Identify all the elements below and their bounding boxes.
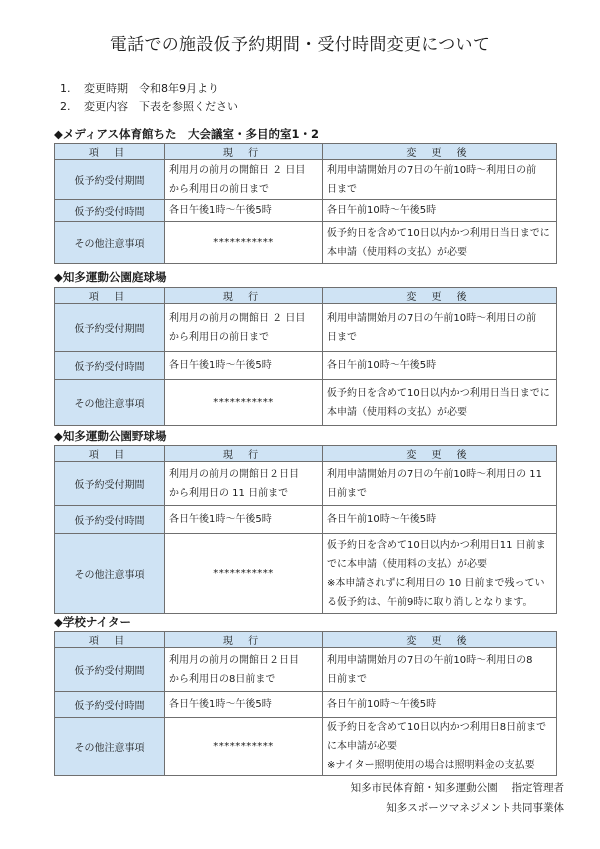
table-row [55, 304, 557, 352]
current-cell: *********** [165, 718, 323, 776]
table-row [55, 718, 557, 776]
new-cell [323, 534, 557, 614]
new-cell: 各日午前10時～午後5時 [323, 200, 557, 222]
cell-line: 利用月の前月の開館日２日目 [169, 654, 299, 666]
current-cell [165, 648, 323, 692]
new-cell: 各日午前10時～午後5時 [323, 352, 557, 380]
current-cell [165, 160, 323, 200]
current-cell: *********** [165, 534, 323, 614]
current-cell: 各日午後1時～午後5時 [165, 200, 323, 222]
page-title: 電話での施設仮予約期間・受付時間変更について [109, 35, 491, 55]
cell-line: 日まで [327, 331, 357, 343]
cell-line: 利用月の前月の開館日２日目 [169, 468, 299, 480]
table-row [55, 462, 557, 506]
cell-line: ※ナイター照明使用の場合は照明料金の支払要 [327, 760, 535, 771]
cell-line: ※本申請されずに利用日の 10 日前まで残っている仮予約は、午前9時に取り消しとなります。 [327, 577, 545, 608]
header-current: 現 行 [165, 288, 323, 304]
header-new: 変 更 後 [323, 288, 557, 304]
new-cell [323, 160, 557, 200]
cell-line: 利用月の前月の開館日 ２ 日目 [169, 164, 306, 176]
table-header-row [55, 288, 557, 304]
cell-line: 利用申請開始月の7日の午前10時～利用日の前 [327, 312, 537, 324]
cell-line: から利用日の前日まで [169, 183, 269, 195]
cell-line: から利用日の8日前まで [169, 673, 276, 685]
row-label: 仮予約受付時間 [55, 352, 165, 380]
new-cell: 仮予約日を含めて10日以内かつ利用日当日までに本申請（使用料の支払）が必要 [323, 380, 557, 426]
section-title: ◆メディアス体育館ちた 大会議室・多目的室1・2 [54, 127, 319, 141]
row-label: 仮予約受付時間 [55, 506, 165, 534]
header-item: 項 目 [55, 144, 165, 160]
table-row [55, 506, 557, 534]
footer-organization: 知多スポーツマネジメント共同事業体 [386, 802, 564, 814]
cell-line: 日まで [327, 183, 357, 195]
header-current: 現 行 [165, 446, 323, 462]
row-label: 仮予約受付期間 [55, 160, 165, 200]
table-row [55, 352, 557, 380]
intro-item [60, 80, 238, 98]
cell-line: 利用月の前月の開館日 ２ 日目 [169, 312, 306, 324]
section-title: ◆学校ナイター [54, 615, 132, 629]
current-cell: 各日午後1時～午後5時 [165, 506, 323, 534]
table-row [55, 534, 557, 614]
cell-line: から利用日の 11 日前まで [169, 487, 289, 499]
row-label: 仮予約受付時間 [55, 200, 165, 222]
table-row [55, 648, 557, 692]
schedule-table [54, 445, 557, 614]
schedule-table [54, 143, 557, 264]
intro-item [60, 98, 238, 116]
table-header-row [55, 632, 557, 648]
cell-line: 日前まで [327, 487, 367, 499]
row-label: 仮予約受付時間 [55, 692, 165, 718]
header-item: 項 目 [55, 288, 165, 304]
table-row [55, 200, 557, 222]
new-cell [323, 462, 557, 506]
schedule-table [54, 287, 557, 426]
row-label: 仮予約受付期間 [55, 304, 165, 352]
cell-line: 利用申請開始月の7日の午前10時～利用日の前 [327, 164, 537, 176]
new-cell [323, 304, 557, 352]
current-cell: 各日午後1時～午後5時 [165, 352, 323, 380]
section-title: ◆知多運動公園野球場 [54, 429, 167, 443]
current-cell: *********** [165, 380, 323, 426]
header-item: 項 目 [55, 632, 165, 648]
current-cell [165, 304, 323, 352]
intro-number: 2. [60, 100, 71, 113]
intro-text: 変更内容 下表を参照ください [84, 100, 238, 113]
header-new: 変 更 後 [323, 144, 557, 160]
cell-line: 仮予約日を含めて10日以内かつ利用日11 日前までに本申請（使用料の支払）が必要 [327, 539, 546, 570]
cell-line: 利用申請開始月の7日の午前10時～利用日の8 [327, 654, 533, 666]
cell-line: 利用申請開始月の7日の午前10時～利用日の 11 [327, 468, 542, 480]
cell-line: から利用日の前日まで [169, 331, 269, 343]
schedule-table [54, 631, 557, 776]
current-cell [165, 462, 323, 506]
footer-manager: 知多市民体育館・知多運動公園 指定管理者 [350, 782, 564, 794]
cell-line: 仮予約日を含めて10日以内かつ利用日8日前までに本申請が必要 [327, 722, 547, 752]
new-cell: 各日午前10時～午後5時 [323, 692, 557, 718]
current-cell: 各日午後1時～午後5時 [165, 692, 323, 718]
section-title: ◆知多運動公園庭球場 [54, 270, 167, 284]
row-label: その他注意事項 [55, 222, 165, 264]
row-label: その他注意事項 [55, 380, 165, 426]
cell-line: 日前まで [327, 673, 367, 685]
intro-number: 1. [60, 82, 71, 95]
table-row [55, 380, 557, 426]
table-header-row [55, 446, 557, 462]
table-row [55, 692, 557, 718]
new-cell: 仮予約日を含めて10日以内かつ利用日当日までに本申請（使用料の支払）が必要 [323, 222, 557, 264]
header-current: 現 行 [165, 144, 323, 160]
new-cell: 各日午前10時～午後5時 [323, 506, 557, 534]
table-row [55, 160, 557, 200]
table-header-row [55, 144, 557, 160]
row-label: 仮予約受付期間 [55, 648, 165, 692]
header-item: 項 目 [55, 446, 165, 462]
intro-text: 変更時期 令和8年9月より [84, 82, 219, 95]
current-cell: *********** [165, 222, 323, 264]
new-cell [323, 648, 557, 692]
row-label: 仮予約受付期間 [55, 462, 165, 506]
header-new: 変 更 後 [323, 632, 557, 648]
new-cell [323, 718, 557, 776]
table-row [55, 222, 557, 264]
header-current: 現 行 [165, 632, 323, 648]
header-new: 変 更 後 [323, 446, 557, 462]
intro-list [60, 80, 238, 116]
row-label: その他注意事項 [55, 534, 165, 614]
row-label: その他注意事項 [55, 718, 165, 776]
